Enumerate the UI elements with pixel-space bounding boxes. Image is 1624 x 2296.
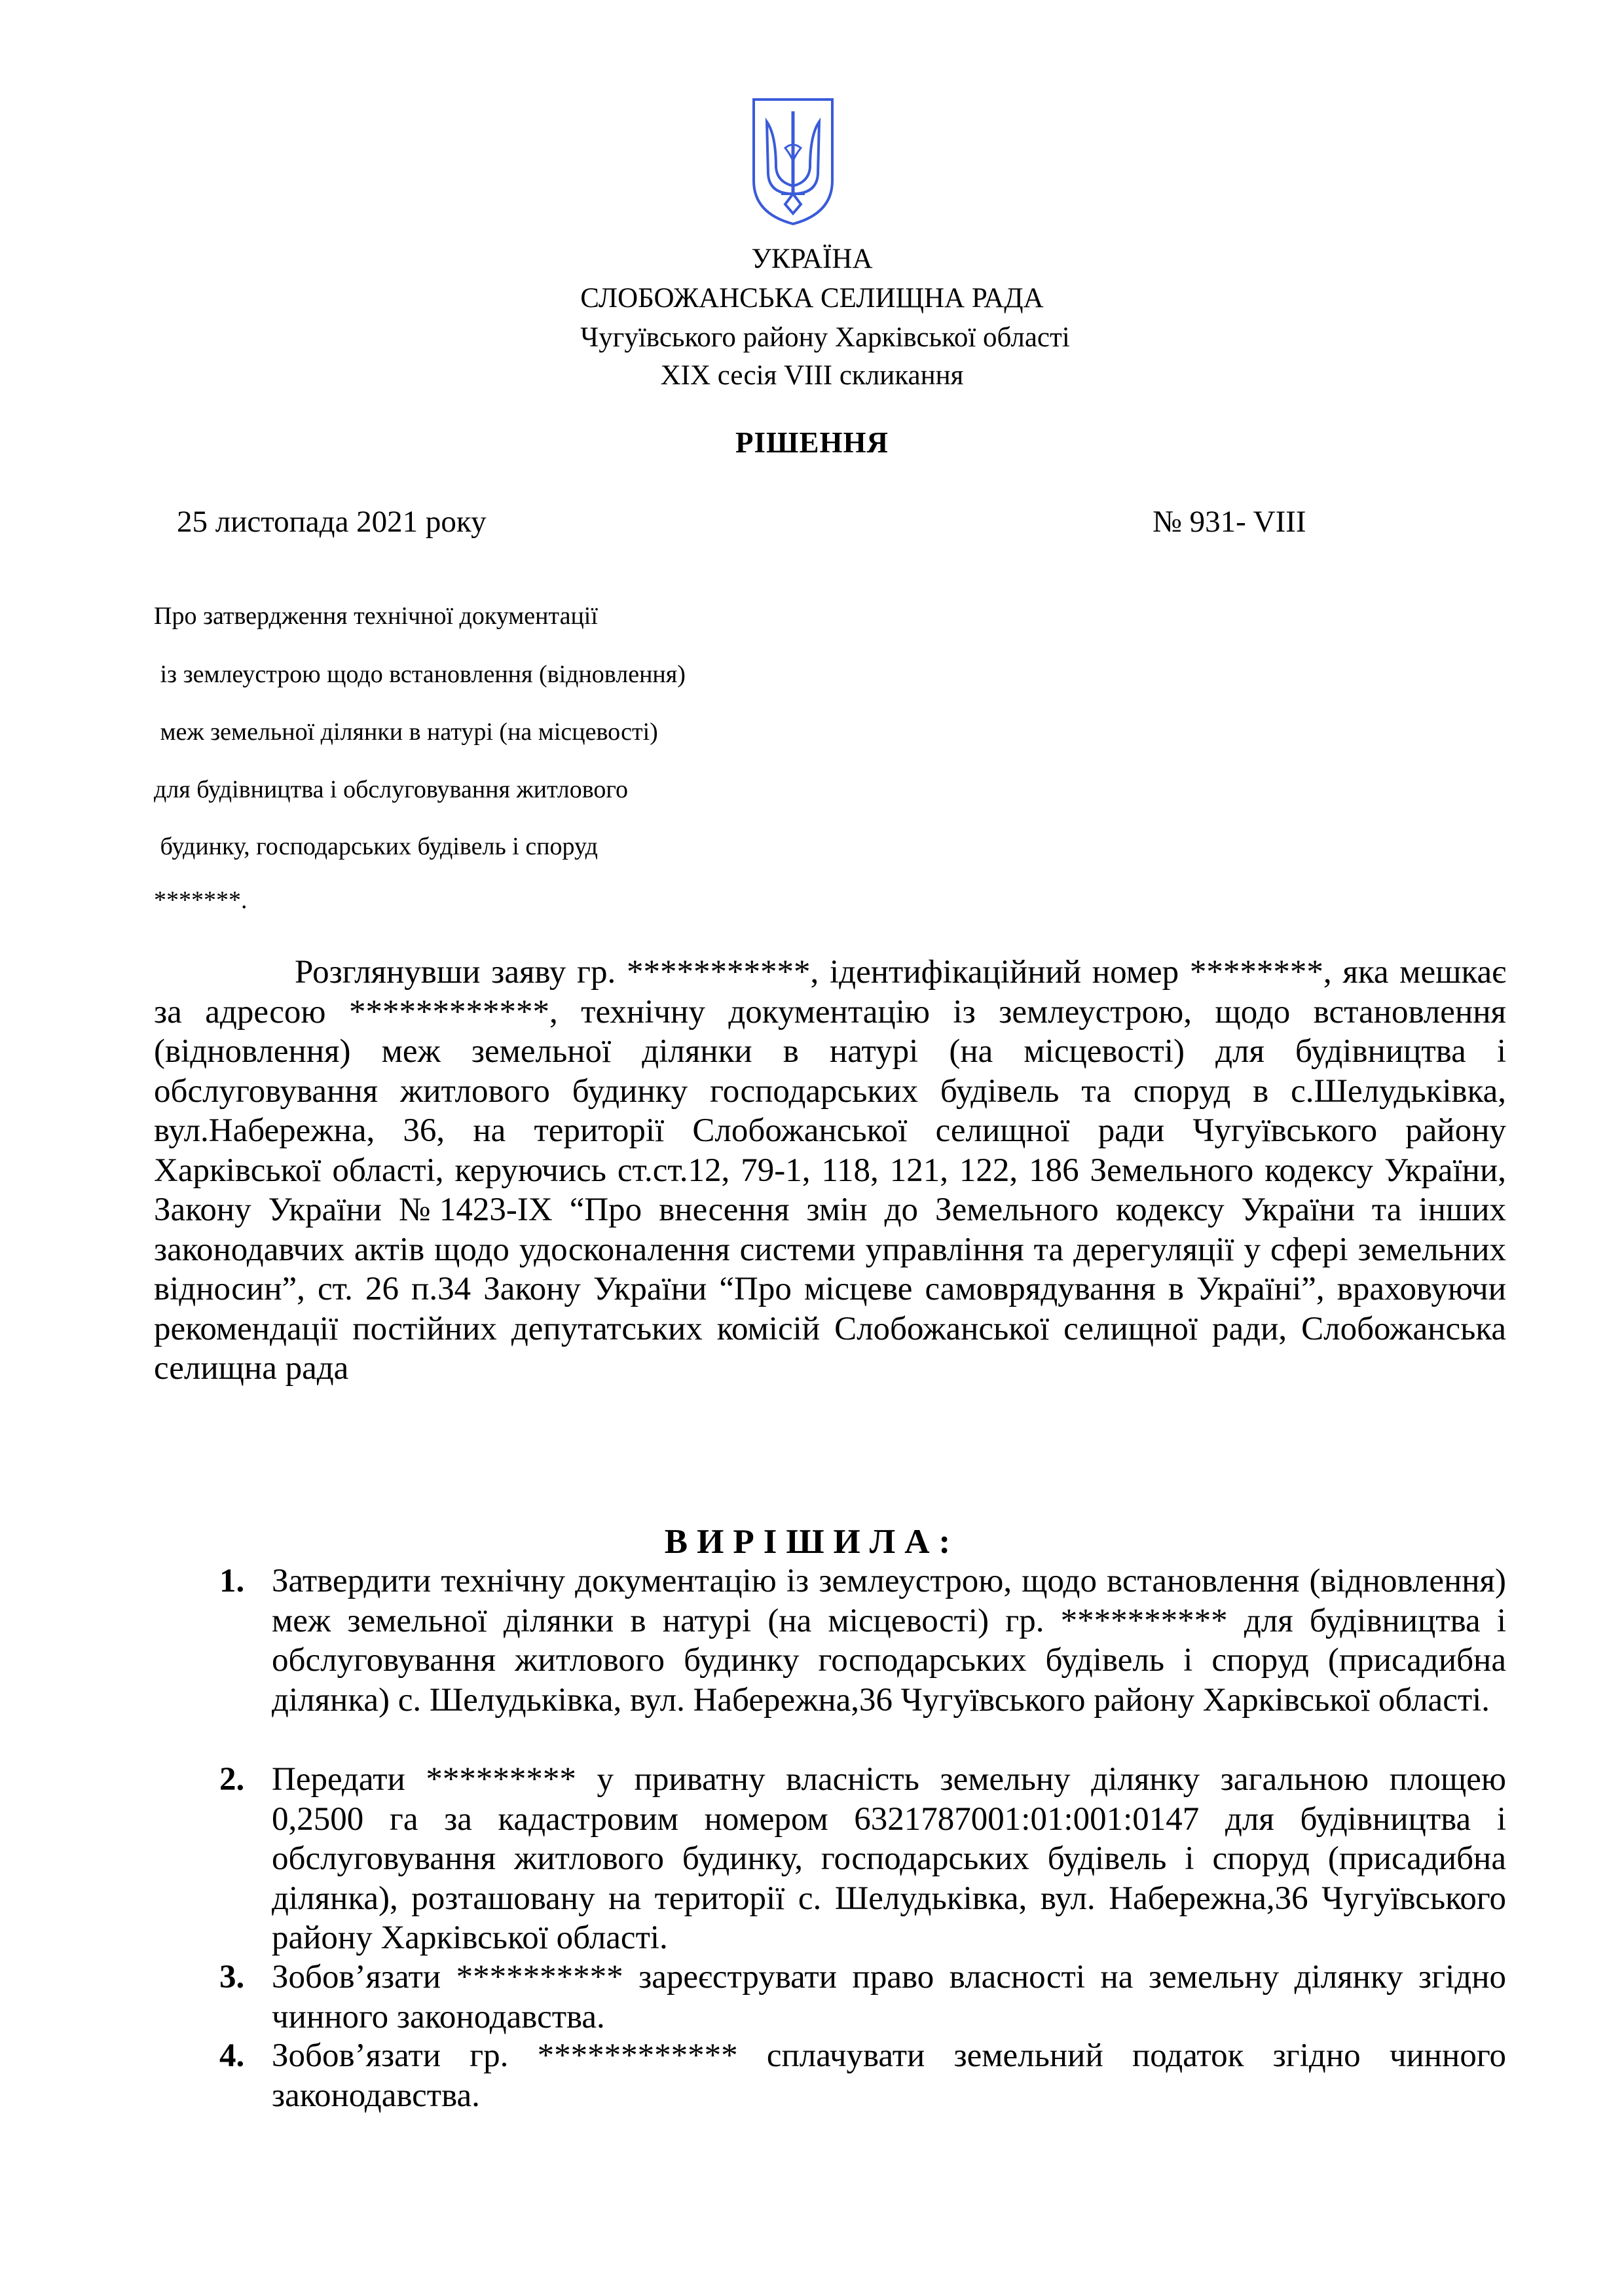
document-title: РІШЕННЯ bbox=[735, 426, 889, 459]
decision-date: 25 листопада 2021 року bbox=[177, 505, 487, 539]
header-council: СЛОБОЖАНСЬКА СЕЛИЩНА РАДА bbox=[580, 283, 1044, 314]
subject-line: *******. bbox=[154, 886, 248, 914]
item-number: 1. bbox=[219, 1563, 245, 1599]
header-country: УКРАЇНА bbox=[751, 244, 873, 274]
decision-item-4 bbox=[219, 2036, 1506, 2115]
item-text: Зобов’язати гр. ************ сплачувати земельний податок згідно чинного законодавства. bbox=[272, 2037, 1506, 2114]
item-text: Затвердити технічну документацію із землеустрою, щодо встановлення (відновлення) меж земельної ділянки в натурі (на місцевості) гр. ********** для будівництва і обслуговування житлового будинку господарських будівель і споруд (присадибна ділянка) с. Шелудьківка, вул. Набережна,36 Чугуївського району Харківської області. bbox=[272, 1563, 1506, 1719]
decision-item-2 bbox=[219, 1760, 1506, 1958]
decision-item-3 bbox=[219, 1958, 1506, 2037]
item-number: 3. bbox=[219, 1959, 245, 1995]
subject-line: меж земельної ділянки в натурі (на місцевості) bbox=[154, 718, 658, 746]
item-text: Зобов’язати ********** зареєструвати право власності на земельну ділянку згідно чинного законодавства. bbox=[272, 1959, 1506, 2035]
coat-of-arms-emblem bbox=[750, 96, 836, 227]
item-number: 2. bbox=[219, 1761, 245, 1798]
subject-line: Про затвердження технічної документації bbox=[154, 602, 598, 630]
preamble-text: Розглянувши заяву гр. ***********, ідентифікаційний номер ********, яка мешкає за адресою ************, технічну документацію із землеустрою, щодо встановлення (відновлення) меж земельної ділянки в натурі (на місцевості) для будівництва і обслуговування житлового будинку господарських будівель та споруд в с.Шелудьківка, вул.Набережна, 36, на території Слобожанської селищної ради Чугуївського району Харківської області, керуючись ст.ст.12, 79-1, 118, 121, 122, 186 Земельного кодексу України, Закону України №1423-IX “Про внесення змін до Земельного кодексу України та інших законодавчих актів щодо удосконалення системи управління та дерегуляції у сфері земельних відносин”, ст. 26 п.34 Закону України “Про місцеве самоврядування в Україні”, враховуючи рекомендації постійних депутатських комісій Слобожанської селищної ради, Слобожанська селищна рада bbox=[154, 954, 1506, 1387]
item-text: Передати ********* у приватну власність земельну ділянку загальною площею 0,2500 га за кадастровим номером 6321787001:01:001:0147 для будівництва і обслуговування житлового будинку, господарських будівель і споруд (присадибна ділянка), розташовану на території с. Шелудьківка, вул. Набережна,36 Чугуївського району Харківської області. bbox=[272, 1761, 1506, 1956]
header-session: XIX сесія VIII скликання bbox=[660, 360, 964, 391]
decision-item-1 bbox=[219, 1561, 1506, 1720]
decided-heading: ВИРІШИЛА: bbox=[664, 1523, 960, 1561]
subject-line: із землеустрою щодо встановлення (відновлення) bbox=[154, 661, 686, 688]
header-district: Чугуївського району Харківської області bbox=[580, 322, 1070, 353]
item-number: 4. bbox=[219, 2037, 245, 2074]
decision-number: № 931- VIII bbox=[1153, 505, 1306, 539]
subject-line: для будівництва і обслуговування житлового bbox=[154, 776, 629, 803]
subject-line: будинку, господарських будівель і споруд bbox=[154, 833, 598, 860]
preamble-paragraph bbox=[154, 953, 1506, 1389]
